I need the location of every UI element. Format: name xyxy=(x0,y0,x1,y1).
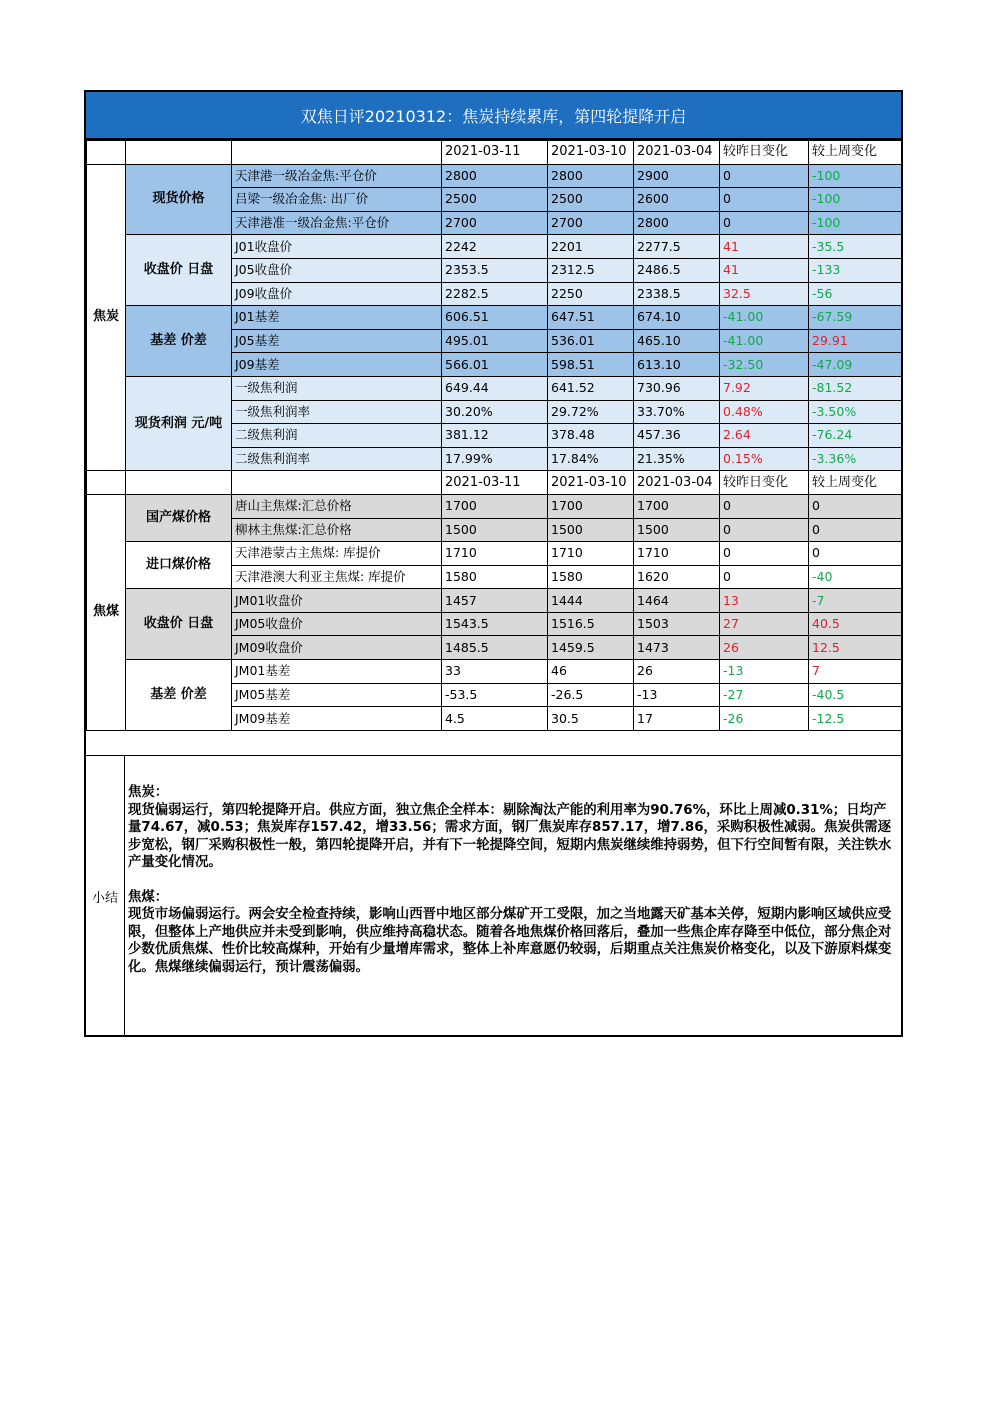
value-2021-03-04: 33.70% xyxy=(634,400,720,424)
value-2021-03-11: 1457 xyxy=(442,589,548,613)
row-name: 一级焦利润 xyxy=(232,376,442,400)
header-blank-cell xyxy=(232,471,442,495)
value-2021-03-04: 674.10 xyxy=(634,306,720,330)
value-2021-03-04: 465.10 xyxy=(634,329,720,353)
value-2021-03-10: 29.72% xyxy=(548,400,634,424)
value-2021-03-04: 2600 xyxy=(634,188,720,212)
value-2021-03-10: 1580 xyxy=(548,565,634,589)
week-change-value: 40.5 xyxy=(809,612,902,636)
value-2021-03-10: 1444 xyxy=(548,589,634,613)
value-2021-03-04: 2486.5 xyxy=(634,258,720,282)
row-name: JM01收盘价 xyxy=(232,589,442,613)
day-change-value: -41.00 xyxy=(720,329,809,353)
header-blank-cell xyxy=(126,141,232,165)
day-change-value: 32.5 xyxy=(720,282,809,306)
value-2021-03-10: 46 xyxy=(548,660,634,684)
value-2021-03-04: 2338.5 xyxy=(634,282,720,306)
row-name: 一级焦利润率 xyxy=(232,400,442,424)
value-2021-03-04: 2900 xyxy=(634,164,720,188)
value-2021-03-04: 1710 xyxy=(634,542,720,566)
data-table xyxy=(86,140,902,731)
value-2021-03-04: 2800 xyxy=(634,211,720,235)
week-change-value: -133 xyxy=(809,258,902,282)
row-name: 吕梁一级冶金焦: 出厂价 xyxy=(232,188,442,212)
row-name: 天津港一级冶金焦:平仓价 xyxy=(232,164,442,188)
header-date: 2021-03-10 xyxy=(548,471,634,495)
day-change-value: 41 xyxy=(720,258,809,282)
value-2021-03-11: 1700 xyxy=(442,494,548,518)
coal-group-label: 焦煤 xyxy=(87,494,126,730)
value-2021-03-10: 2800 xyxy=(548,164,634,188)
week-change-value: -56 xyxy=(809,282,902,306)
value-2021-03-11: 1543.5 xyxy=(442,612,548,636)
value-2021-03-10: 30.5 xyxy=(548,707,634,731)
table-row xyxy=(87,235,902,259)
header-week-change: 较上周变化 xyxy=(809,141,902,165)
value-2021-03-10: 1459.5 xyxy=(548,636,634,660)
day-change-value: -26 xyxy=(720,707,809,731)
value-2021-03-10: 1500 xyxy=(548,518,634,542)
value-2021-03-11: 30.20% xyxy=(442,400,548,424)
coal-header-row xyxy=(87,471,902,495)
day-change-value: 26 xyxy=(720,636,809,660)
value-2021-03-11: 2500 xyxy=(442,188,548,212)
header-date: 2021-03-10 xyxy=(548,141,634,165)
header-blank-cell xyxy=(126,471,232,495)
day-change-value: 41 xyxy=(720,235,809,259)
value-2021-03-11: 1500 xyxy=(442,518,548,542)
value-2021-03-04: 21.35% xyxy=(634,447,720,471)
row-name: JM05收盘价 xyxy=(232,612,442,636)
table-row xyxy=(87,306,902,330)
row-name: 天津港澳大利亚主焦煤: 库提价 xyxy=(232,565,442,589)
header-blank-cell xyxy=(87,471,126,495)
day-change-value: 0 xyxy=(720,494,809,518)
value-2021-03-04: 1503 xyxy=(634,612,720,636)
day-change-value: -13 xyxy=(720,660,809,684)
value-2021-03-04: 1500 xyxy=(634,518,720,542)
summary-coal-text: 现货市场偏弱运行。两会安全检查持续，影响山西晋中地区部分煤矿开工受限，加之当地露天矿基本关停，短期内影响区域供应受限，但整体上产地供应并未受到影响，供应维持高稳状态。随着各地焦煤价格回落后，叠加一些焦企库存降至中低位，部分焦企对少数优质焦煤、性价比较高煤种，开始有少量增库需求，整体上补库意愿仍较弱，后期重点关注焦炭价格变化，以及下游原料煤变化。焦煤继续偏弱运行，预计震荡偏弱。 xyxy=(128,907,892,975)
row-name: J05基差 xyxy=(232,329,442,353)
week-change-value: -3.36% xyxy=(809,447,902,471)
row-name: J01收盘价 xyxy=(232,235,442,259)
value-2021-03-11: 381.12 xyxy=(442,424,548,448)
day-change-value: 27 xyxy=(720,612,809,636)
row-name: 二级焦利润率 xyxy=(232,447,442,471)
row-name: J01基差 xyxy=(232,306,442,330)
value-2021-03-11: 2353.5 xyxy=(442,258,548,282)
coke-group-label: 焦炭 xyxy=(87,164,126,471)
table-row xyxy=(87,542,902,566)
value-2021-03-11: 1485.5 xyxy=(442,636,548,660)
coke-header-row xyxy=(87,141,902,165)
day-change-value: 7.92 xyxy=(720,376,809,400)
value-2021-03-10: -26.5 xyxy=(548,683,634,707)
week-change-value: -40 xyxy=(809,565,902,589)
row-name: 天津港蒙古主焦煤: 库提价 xyxy=(232,542,442,566)
summary-label: 小结 xyxy=(86,756,125,1036)
value-2021-03-10: 598.51 xyxy=(548,353,634,377)
value-2021-03-04: 1620 xyxy=(634,565,720,589)
value-2021-03-11: 2242 xyxy=(442,235,548,259)
week-change-value: -35.5 xyxy=(809,235,902,259)
row-name: J09收盘价 xyxy=(232,282,442,306)
value-2021-03-04: 1473 xyxy=(634,636,720,660)
value-2021-03-10: 2201 xyxy=(548,235,634,259)
value-2021-03-11: 649.44 xyxy=(442,376,548,400)
value-2021-03-10: 1700 xyxy=(548,494,634,518)
value-2021-03-11: 2282.5 xyxy=(442,282,548,306)
day-change-value: -32.50 xyxy=(720,353,809,377)
value-2021-03-10: 536.01 xyxy=(548,329,634,353)
week-change-value: 0 xyxy=(809,494,902,518)
table-row xyxy=(87,376,902,400)
value-2021-03-10: 2500 xyxy=(548,188,634,212)
summary-coke-heading: 焦炭： xyxy=(128,785,169,800)
table-row xyxy=(87,164,902,188)
value-2021-03-11: 495.01 xyxy=(442,329,548,353)
header-week-change: 较上周变化 xyxy=(809,471,902,495)
header-date: 2021-03-04 xyxy=(634,141,720,165)
day-change-value: 0 xyxy=(720,211,809,235)
row-name: 唐山主焦煤:汇总价格 xyxy=(232,494,442,518)
week-change-value: -3.50% xyxy=(809,400,902,424)
value-2021-03-10: 1516.5 xyxy=(548,612,634,636)
week-change-value: 29.91 xyxy=(809,329,902,353)
week-change-value: 0 xyxy=(809,542,902,566)
table-row xyxy=(87,589,902,613)
summary-section xyxy=(86,755,901,1035)
value-2021-03-10: 647.51 xyxy=(548,306,634,330)
header-date: 2021-03-11 xyxy=(442,471,548,495)
section-label: 进口煤价格 xyxy=(126,542,232,589)
row-name: JM05基差 xyxy=(232,683,442,707)
value-2021-03-11: 1710 xyxy=(442,542,548,566)
week-change-value: -81.52 xyxy=(809,376,902,400)
value-2021-03-04: 1464 xyxy=(634,589,720,613)
day-change-value: 2.64 xyxy=(720,424,809,448)
row-name: JM09基差 xyxy=(232,707,442,731)
value-2021-03-10: 2250 xyxy=(548,282,634,306)
week-change-value: -12.5 xyxy=(809,707,902,731)
day-change-value: -41.00 xyxy=(720,306,809,330)
value-2021-03-04: 17 xyxy=(634,707,720,731)
value-2021-03-11: 566.01 xyxy=(442,353,548,377)
week-change-value: -40.5 xyxy=(809,683,902,707)
report-title: 双焦日评20210312：焦炭持续累库，第四轮提降开启 xyxy=(86,92,901,140)
section-label: 国产煤价格 xyxy=(126,494,232,541)
value-2021-03-10: 17.84% xyxy=(548,447,634,471)
header-date: 2021-03-11 xyxy=(442,141,548,165)
week-change-value: -7 xyxy=(809,589,902,613)
day-change-value: 0 xyxy=(720,164,809,188)
row-name: JM01基差 xyxy=(232,660,442,684)
week-change-value: 0 xyxy=(809,518,902,542)
row-name: J09基差 xyxy=(232,353,442,377)
week-change-value: -67.59 xyxy=(809,306,902,330)
section-label: 现货利润 元/吨 xyxy=(126,376,232,470)
day-change-value: 0 xyxy=(720,188,809,212)
day-change-value: 0 xyxy=(720,542,809,566)
value-2021-03-04: 613.10 xyxy=(634,353,720,377)
header-day-change: 较昨日变化 xyxy=(720,471,809,495)
week-change-value: -100 xyxy=(809,188,902,212)
value-2021-03-04: 730.96 xyxy=(634,376,720,400)
value-2021-03-11: 1580 xyxy=(442,565,548,589)
summary-coal-heading: 焦煤： xyxy=(128,889,169,905)
row-name: JM09收盘价 xyxy=(232,636,442,660)
week-change-value: 12.5 xyxy=(809,636,902,660)
value-2021-03-11: 2700 xyxy=(442,211,548,235)
section-label: 现货价格 xyxy=(126,164,232,235)
value-2021-03-10: 1710 xyxy=(548,542,634,566)
row-name: 天津港准一级冶金焦:平仓价 xyxy=(232,211,442,235)
week-change-value: -100 xyxy=(809,164,902,188)
value-2021-03-10: 378.48 xyxy=(548,424,634,448)
day-change-value: 13 xyxy=(720,589,809,613)
value-2021-03-11: 4.5 xyxy=(442,707,548,731)
summary-text xyxy=(128,784,898,976)
data-table-body xyxy=(87,141,902,731)
value-2021-03-04: 1700 xyxy=(634,494,720,518)
table-row xyxy=(87,494,902,518)
value-2021-03-11: 606.51 xyxy=(442,306,548,330)
value-2021-03-04: 26 xyxy=(634,660,720,684)
value-2021-03-11: 17.99% xyxy=(442,447,548,471)
row-name: 柳林主焦煤:汇总价格 xyxy=(232,518,442,542)
value-2021-03-04: -13 xyxy=(634,683,720,707)
day-change-value: 0.48% xyxy=(720,400,809,424)
day-change-value: 0.15% xyxy=(720,447,809,471)
week-change-value: 7 xyxy=(809,660,902,684)
value-2021-03-10: 2312.5 xyxy=(548,258,634,282)
header-blank-cell xyxy=(232,141,442,165)
week-change-value: -76.24 xyxy=(809,424,902,448)
row-name: J05收盘价 xyxy=(232,258,442,282)
value-2021-03-11: 2800 xyxy=(442,164,548,188)
section-label: 收盘价 日盘 xyxy=(126,589,232,660)
value-2021-03-10: 641.52 xyxy=(548,376,634,400)
week-change-value: -100 xyxy=(809,211,902,235)
value-2021-03-04: 2277.5 xyxy=(634,235,720,259)
daily-report-sheet xyxy=(84,90,903,1037)
section-label: 收盘价 日盘 xyxy=(126,235,232,306)
header-blank-cell xyxy=(87,141,126,165)
value-2021-03-11: 33 xyxy=(442,660,548,684)
value-2021-03-10: 2700 xyxy=(548,211,634,235)
header-date: 2021-03-04 xyxy=(634,471,720,495)
row-name: 二级焦利润 xyxy=(232,424,442,448)
day-change-value: -27 xyxy=(720,683,809,707)
header-day-change: 较昨日变化 xyxy=(720,141,809,165)
table-row xyxy=(87,660,902,684)
week-change-value: -47.09 xyxy=(809,353,902,377)
day-change-value: 0 xyxy=(720,565,809,589)
summary-coke-text: 现货偏弱运行，第四轮提降开启。供应方面，独立焦企全样本：剔除淘汰产能的利用率为90.76%，环比上周减0.31%；日均产量74.67，减0.53；焦炭库存157.42，增33.56；需求方面，钢厂焦炭库存857.17，增7.86，采购积极性减弱。焦炭供需逐步宽松，钢厂采购积极性一般，第四轮提降开启，并有下一轮提降空间，短期内焦炭继续维持弱势，但下行空间暂有限，关注铁水产量变化情况。 xyxy=(128,802,892,870)
value-2021-03-04: 457.36 xyxy=(634,424,720,448)
section-label: 基差 价差 xyxy=(126,660,232,731)
section-label: 基差 价差 xyxy=(126,306,232,377)
day-change-value: 0 xyxy=(720,518,809,542)
value-2021-03-11: -53.5 xyxy=(442,683,548,707)
